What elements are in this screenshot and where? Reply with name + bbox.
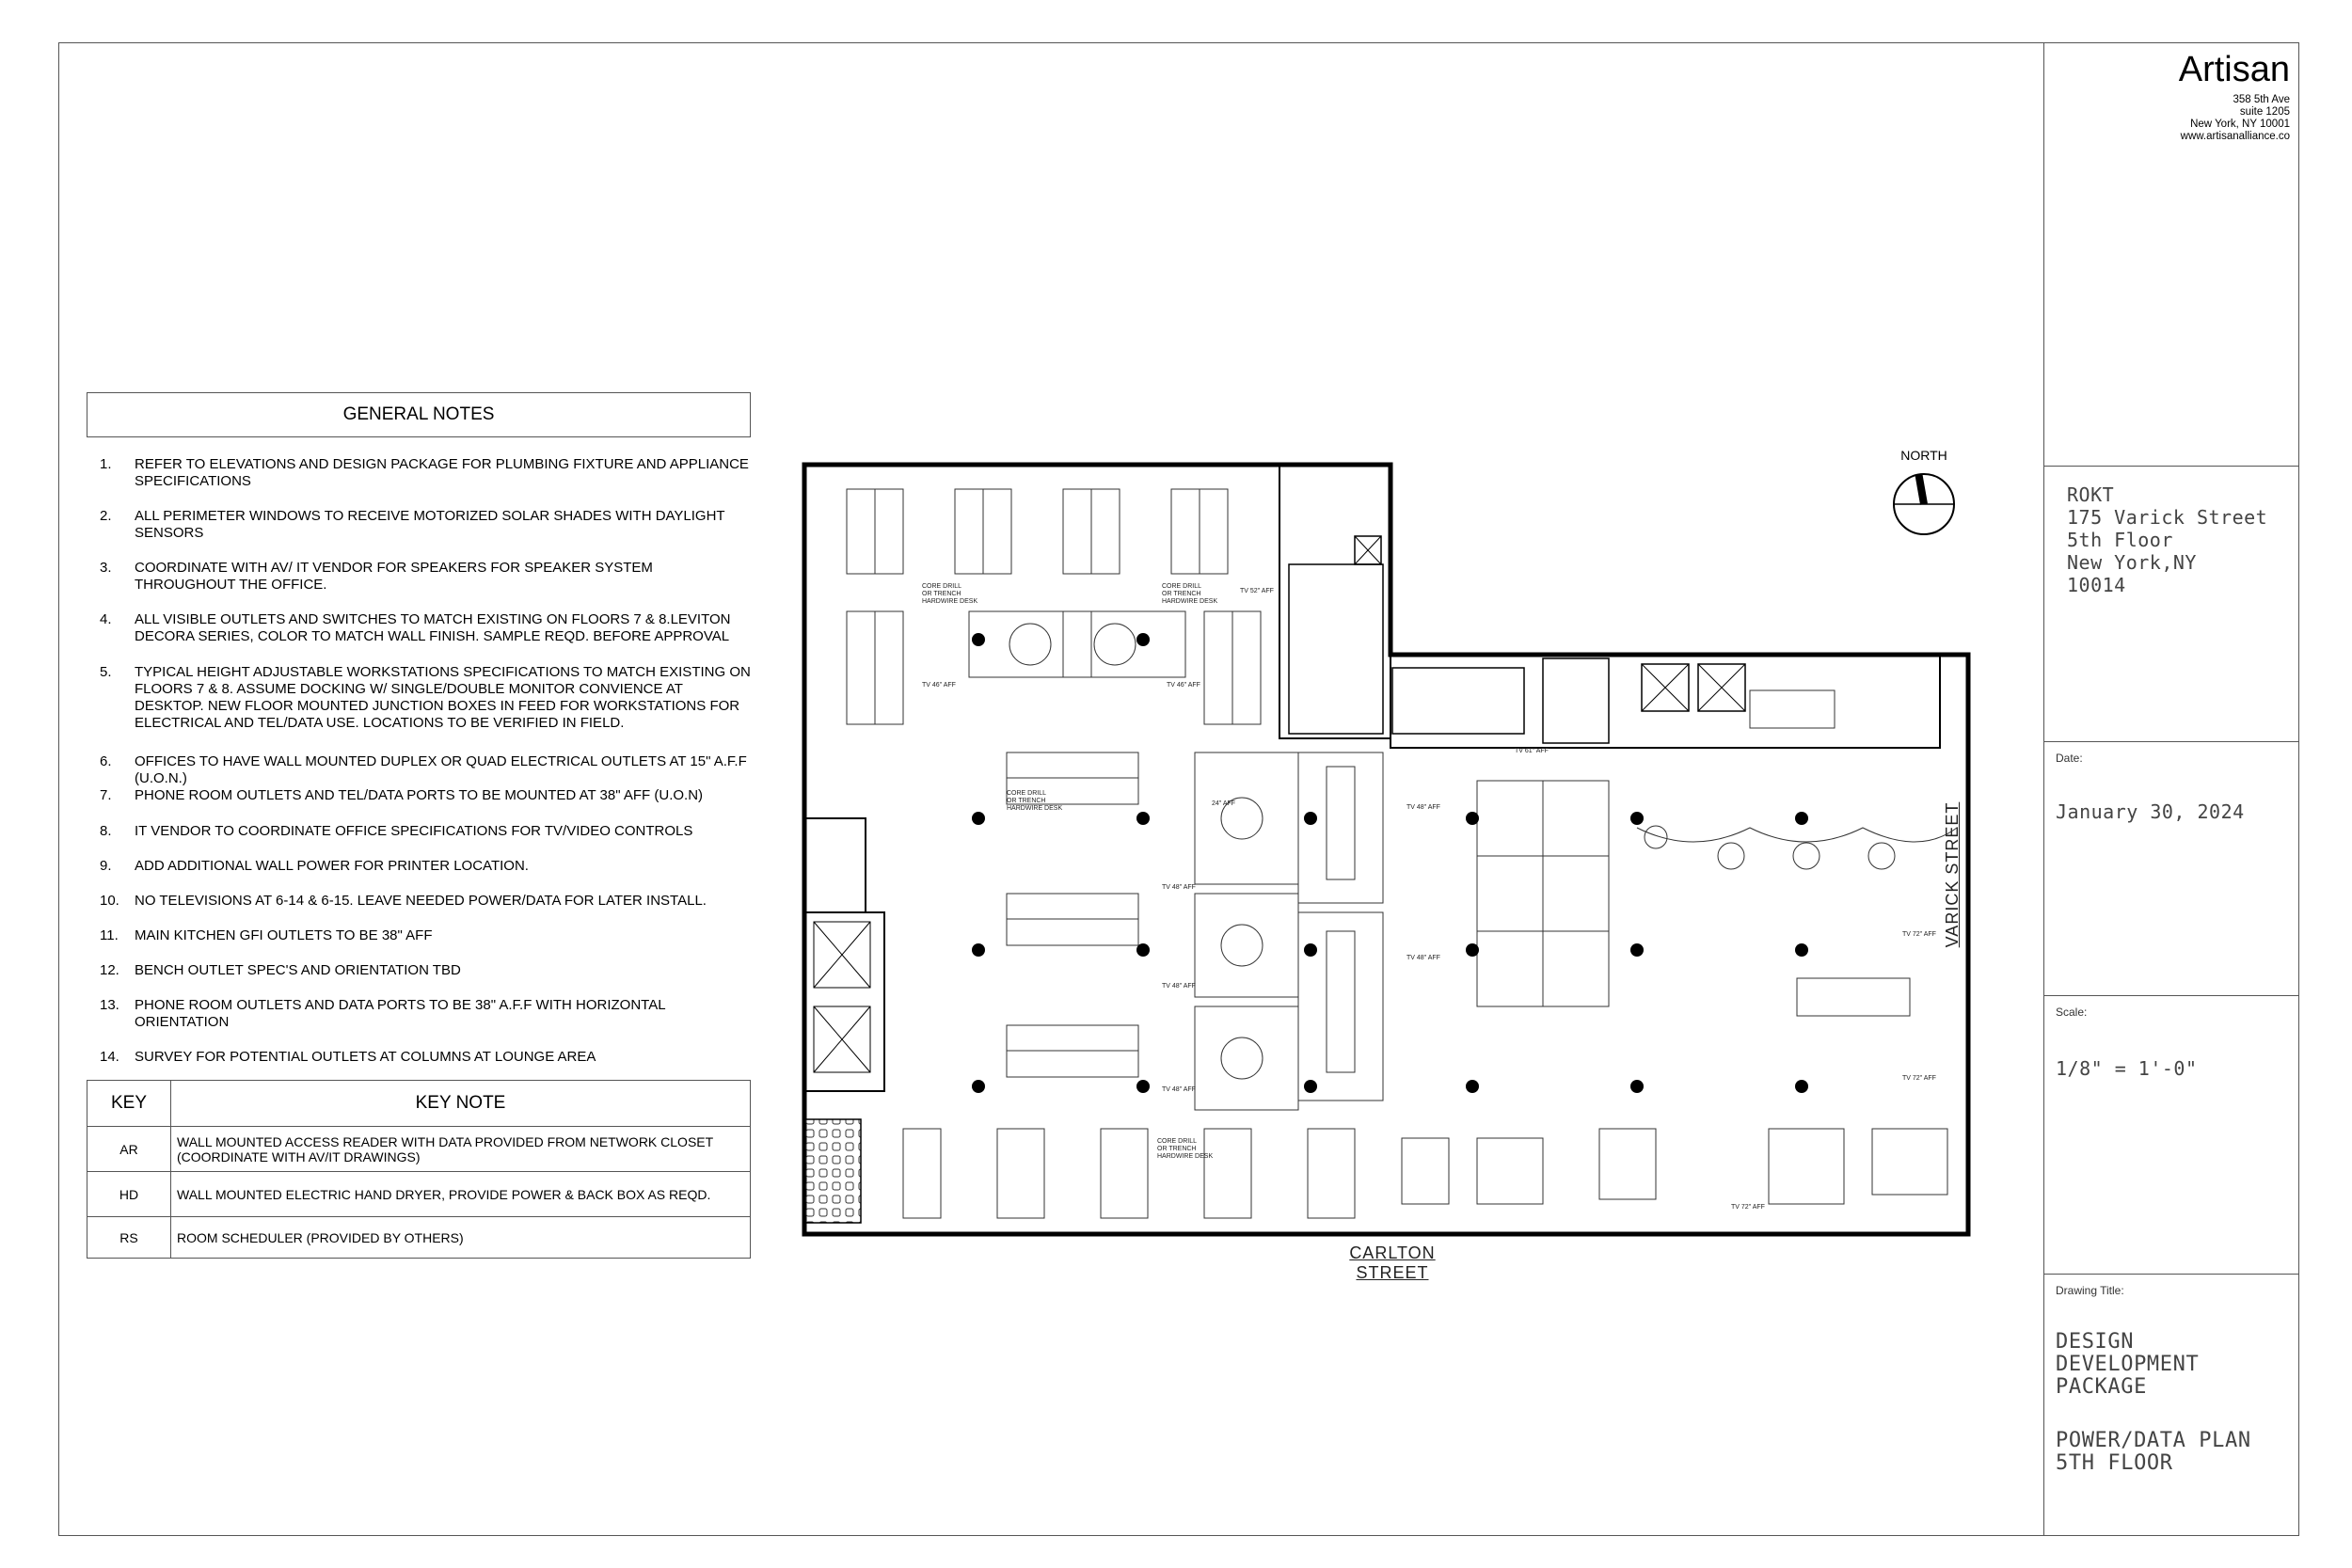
interior-wall [804,818,866,912]
interior-wall [1279,465,1391,738]
table-row [87,1172,751,1217]
tv-label: TV 61" AFF [1515,748,1549,754]
table-row [87,1217,751,1259]
tv-label: TV 48" AFF [1162,884,1196,891]
tv-label: TV 48" AFF [1162,1086,1196,1093]
tv-label: TV 46" AFF [922,682,956,689]
general-notes-title: GENERAL NOTES [87,392,751,437]
tv-label: TV 72" AFF [1902,931,1936,938]
tv-label: TV 72" AFF [1731,1204,1765,1211]
stair [804,1119,861,1223]
key-note: WALL MOUNTED ELECTRIC HAND DRYER, PROVIDE POWER & BACK BOX AS REQD. [171,1172,751,1217]
tag-line: CORE DRILL [1007,790,1047,797]
key-code: HD [87,1172,171,1217]
tv-label: TV 48" AFF [1406,804,1440,811]
company-logo: Artisan [2178,50,2290,89]
tv-label: TV 48" AFF [1162,983,1196,990]
drawing-title-cell [2044,1274,2299,1536]
elevator-core [804,912,884,1091]
tv-label: 24" AFF [1212,800,1236,807]
lounge-area [1402,690,1947,1204]
key-code: AR [87,1127,171,1172]
key-code: RS [87,1217,171,1259]
workstation-cluster [903,1129,1355,1218]
drawing-title: DESIGN DEVELOPMENT PACKAGE [2056,1330,2200,1399]
tag-line: CORE DRILL [922,583,962,590]
tag-line: OR TRENCH [1157,1146,1197,1152]
restroom [1392,668,1524,734]
tag-line: HARDWIRE DESK [1162,598,1218,605]
drawing-subtitle: POWER/DATA PLAN 5TH FLOOR [2056,1429,2251,1475]
workstation-cluster [847,489,1261,724]
street-label-varick: VARICK STREET [1943,801,1962,948]
exterior-wall [804,465,1968,1234]
project-cell [2044,466,2299,741]
company-address: 358 5th Ave suite 1205 New York, NY 10001 www.artisanalliance.co [2180,94,2290,142]
tag-line: CORE DRILL [1157,1138,1198,1145]
phone-room [1477,781,1609,1006]
scale-cell [2044,995,2299,1274]
tag-line: OR TRENCH [1162,591,1201,597]
tag-line: HARDWIRE DESK [1007,805,1063,812]
tv-label: TV 52" AFF [1240,588,1274,594]
date-value: January 30, 2024 [2056,800,2245,823]
drawing-title-label: Drawing Title: [2056,1284,2124,1297]
tag-line: CORE DRILL [1162,583,1202,590]
key-note-table [87,1080,751,1259]
tv-label: TV 48" AFF [1406,955,1440,961]
stair [1543,658,1609,743]
key-note: ROOM SCHEDULER (PROVIDED BY OTHERS) [171,1217,751,1259]
company-cell [2044,42,2299,466]
key-note-column-header: KEY NOTE [171,1081,751,1127]
tv-label: TV 72" AFF [1902,1075,1936,1082]
scale-value: 1/8" = 1'-0" [2056,1057,2198,1080]
scale-label: Scale: [2056,1006,2088,1019]
north-label: NORTH [1900,448,1947,463]
title-block [2043,42,2299,1536]
date-cell [2044,741,2299,995]
tv-label: TV 46" AFF [1167,682,1200,689]
tag-line: OR TRENCH [922,591,961,597]
key-column-header: KEY [87,1081,171,1127]
meeting-room [969,611,1185,677]
tag-line: HARDWIRE DESK [1157,1153,1214,1160]
date-label: Date: [2056,752,2083,765]
tag-line: HARDWIRE DESK [922,598,978,605]
key-table-header [87,1081,751,1127]
street-label-carlton: CARLTON STREET [1349,1243,1436,1282]
key-note: WALL MOUNTED ACCESS READER WITH DATA PROVIDED FROM NETWORK CLOSET (COORDINATE WITH AV/IT DRAWINGS) [171,1127,751,1172]
table-row [87,1127,751,1172]
floor-plan [790,442,1985,1270]
tag-line: OR TRENCH [1007,798,1046,804]
project-info: ROKT 175 Varick Street 5th Floor New York,NY 10014 [2067,483,2268,596]
planter [1637,826,1957,869]
restroom [1289,564,1383,734]
